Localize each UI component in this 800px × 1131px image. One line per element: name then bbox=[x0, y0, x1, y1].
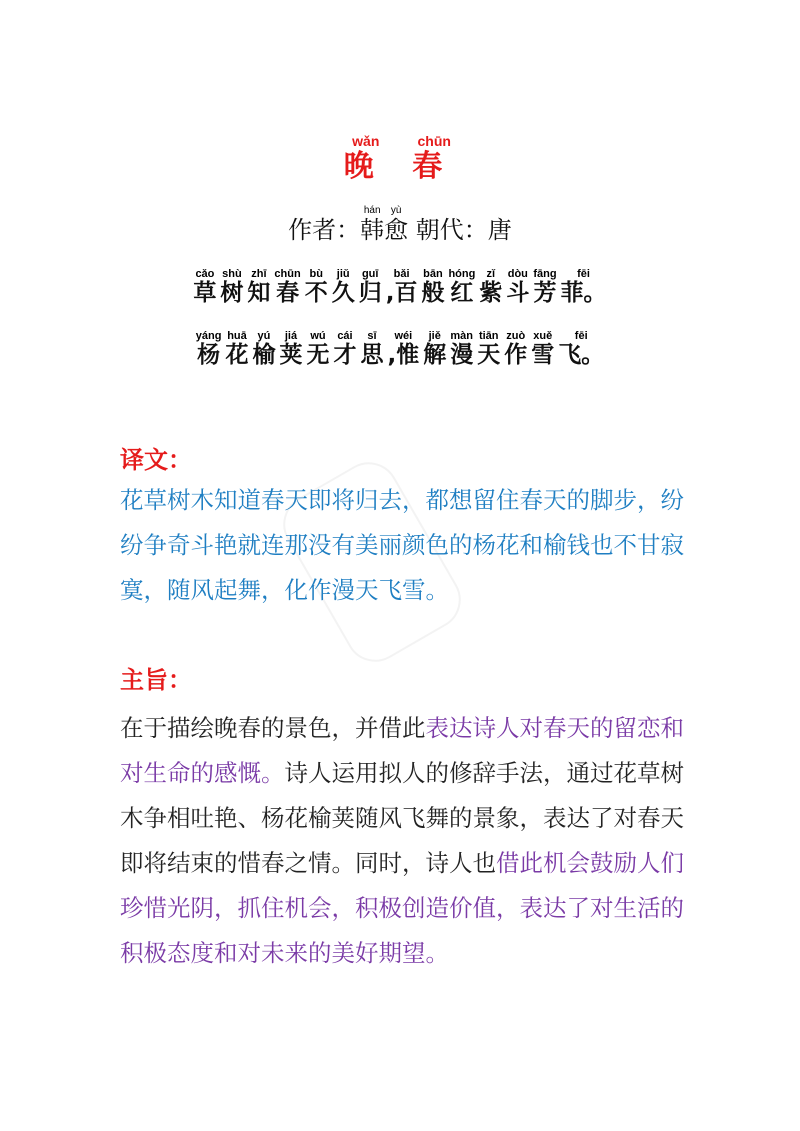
poem-char-text: 解 bbox=[423, 342, 447, 368]
theme-heading: 主旨： bbox=[120, 666, 192, 694]
theme-highlight: 表达诗人对春天的留恋和对生命的感慨。 bbox=[120, 714, 684, 787]
poem-char-text: 荚 bbox=[279, 342, 303, 368]
poem-pinyin: cái bbox=[333, 330, 357, 342]
poem-char bbox=[225, 330, 249, 368]
poem-pinyin: zuò bbox=[504, 330, 528, 342]
poem-char-text: 榆 bbox=[252, 342, 276, 368]
poem-pinyin: bù bbox=[304, 268, 328, 280]
author-pinyin: yù bbox=[384, 205, 409, 216]
poem-char-text: 花 bbox=[225, 342, 249, 368]
poem-pinyin: fāng bbox=[533, 268, 557, 280]
poem-char-text: 知 bbox=[247, 280, 271, 306]
poem-char bbox=[279, 330, 303, 368]
title-char-text: 春 bbox=[412, 149, 457, 184]
poem-char bbox=[506, 268, 530, 306]
poem-char-text: 紫 bbox=[479, 280, 503, 306]
poem-char bbox=[193, 268, 217, 306]
poem-char-text: 天 bbox=[477, 342, 501, 368]
poem-char-text: 作 bbox=[504, 342, 528, 368]
poem-char-text: 红 bbox=[448, 280, 476, 306]
poem-pinyin: yú bbox=[252, 330, 276, 342]
poem-pinyin: wéi bbox=[387, 330, 420, 342]
poem-char bbox=[423, 330, 447, 368]
poem-char-text: 杨 bbox=[195, 342, 222, 368]
poem-char bbox=[479, 268, 503, 306]
poem-pinyin: yáng bbox=[195, 330, 222, 342]
poem-char bbox=[421, 268, 445, 306]
poem-char-text: 菲。 bbox=[560, 280, 607, 306]
poem-line-2 bbox=[0, 330, 800, 369]
poem-line-1 bbox=[0, 268, 800, 307]
theme-segment: 在于描绘晚春的景色，并借此 bbox=[120, 714, 426, 742]
poem-char-text: 漫 bbox=[450, 342, 474, 368]
title-char bbox=[412, 133, 457, 184]
author-label: 作者： bbox=[288, 216, 361, 244]
poem-char bbox=[533, 268, 557, 306]
poem-pinyin: hóng bbox=[448, 268, 476, 280]
poem-char bbox=[331, 268, 355, 306]
poem-pinyin: shù bbox=[220, 268, 244, 280]
poem-char bbox=[504, 330, 528, 368]
poem-char-text: 不 bbox=[304, 280, 328, 306]
poem-char bbox=[560, 268, 607, 306]
poem-char bbox=[358, 268, 382, 306]
title-char-text: 晚 bbox=[343, 149, 388, 184]
poem-char bbox=[387, 330, 420, 368]
translation-text: 花草树木知道春天即将归去，都想留住春天的脚步，纷纷争奇斗艳就连那没有美丽颜色的杨花和榆钱也不甘寂寞，随风起舞，化作漫天飞雪。 bbox=[120, 486, 684, 604]
title-pinyin: wǎn bbox=[343, 133, 388, 149]
poem-char bbox=[531, 330, 555, 368]
poem-char-text: 草 bbox=[193, 280, 217, 306]
poem-char-text: 般 bbox=[421, 280, 445, 306]
poem-char bbox=[247, 268, 271, 306]
poem-char-text: 飞。 bbox=[558, 342, 605, 368]
poem-char-text: 雪 bbox=[531, 342, 555, 368]
dynasty-label: 朝代：唐 bbox=[408, 216, 512, 244]
title-char bbox=[343, 133, 388, 184]
poem-pinyin: màn bbox=[450, 330, 474, 342]
theme-text bbox=[120, 706, 690, 976]
poem-char bbox=[385, 268, 418, 306]
poem-char bbox=[333, 330, 357, 368]
poem-char bbox=[220, 268, 244, 306]
theme-segment: 诗人运用拟人的修辞手法，通过花草树木争相吐艳、杨花榆荚随风飞舞的景象，表达了对春天即将结束的惜春之情。同时，诗人也 bbox=[120, 759, 684, 877]
poem-pinyin: jiě bbox=[423, 330, 447, 342]
poem-char bbox=[306, 330, 330, 368]
theme-highlight: 借此机会鼓励人们珍惜光阴，抓住机会，积极创造价值，表达了对生活的积极态度和对未来的美好期望。 bbox=[120, 849, 684, 967]
author-char: 愈 bbox=[384, 216, 409, 244]
poem-char-text: ,惟 bbox=[387, 342, 420, 368]
author-pinyin: hán bbox=[360, 205, 385, 216]
poem-pinyin: zǐ bbox=[479, 268, 503, 280]
author-name bbox=[360, 205, 385, 244]
translation-heading: 译文： bbox=[120, 446, 192, 474]
poem-pinyin: fēi bbox=[558, 330, 605, 342]
poem-char-text: 无 bbox=[306, 342, 330, 368]
poem-pinyin: jiá bbox=[279, 330, 303, 342]
poem-pinyin: bǎi bbox=[385, 268, 418, 280]
poem-char-text: 芳 bbox=[533, 280, 557, 306]
poem-pinyin: jiǔ bbox=[331, 268, 355, 280]
poem-pinyin: guī bbox=[358, 268, 382, 280]
poem-pinyin: cǎo bbox=[193, 268, 217, 280]
poem-char bbox=[477, 330, 501, 368]
poem-pinyin: dòu bbox=[506, 268, 530, 280]
poem-char bbox=[274, 268, 301, 306]
poem-char-text: 久 bbox=[331, 280, 355, 306]
poem-char bbox=[195, 330, 222, 368]
poem-char-text: 斗 bbox=[506, 280, 530, 306]
poem-char-text: 才 bbox=[333, 342, 357, 368]
poem-pinyin: xuě bbox=[531, 330, 555, 342]
poem-char bbox=[558, 330, 605, 368]
poem-pinyin: huā bbox=[225, 330, 249, 342]
poem-char-text: ,百 bbox=[385, 280, 418, 306]
poem-char-text: 春 bbox=[274, 280, 301, 306]
poem-pinyin: fēi bbox=[560, 268, 607, 280]
author-name bbox=[384, 205, 409, 244]
author-line bbox=[0, 205, 800, 245]
poem-char-text: 归 bbox=[358, 280, 382, 306]
title-pinyin: chūn bbox=[412, 133, 457, 149]
poem-char bbox=[450, 330, 474, 368]
poem-pinyin: chūn bbox=[274, 268, 301, 280]
poem-char bbox=[252, 330, 276, 368]
poem-pinyin: sī bbox=[360, 330, 384, 342]
poem-pinyin: zhī bbox=[247, 268, 271, 280]
poem-char-text: 思 bbox=[360, 342, 384, 368]
poem-char-text: 树 bbox=[220, 280, 244, 306]
poem-char bbox=[360, 330, 384, 368]
poem-char bbox=[448, 268, 476, 306]
poem-title bbox=[0, 135, 800, 185]
poem-pinyin: wú bbox=[306, 330, 330, 342]
poem-char bbox=[304, 268, 328, 306]
author-char: 韩 bbox=[360, 216, 385, 244]
poem-pinyin: bān bbox=[421, 268, 445, 280]
poem-pinyin: tiān bbox=[477, 330, 501, 342]
